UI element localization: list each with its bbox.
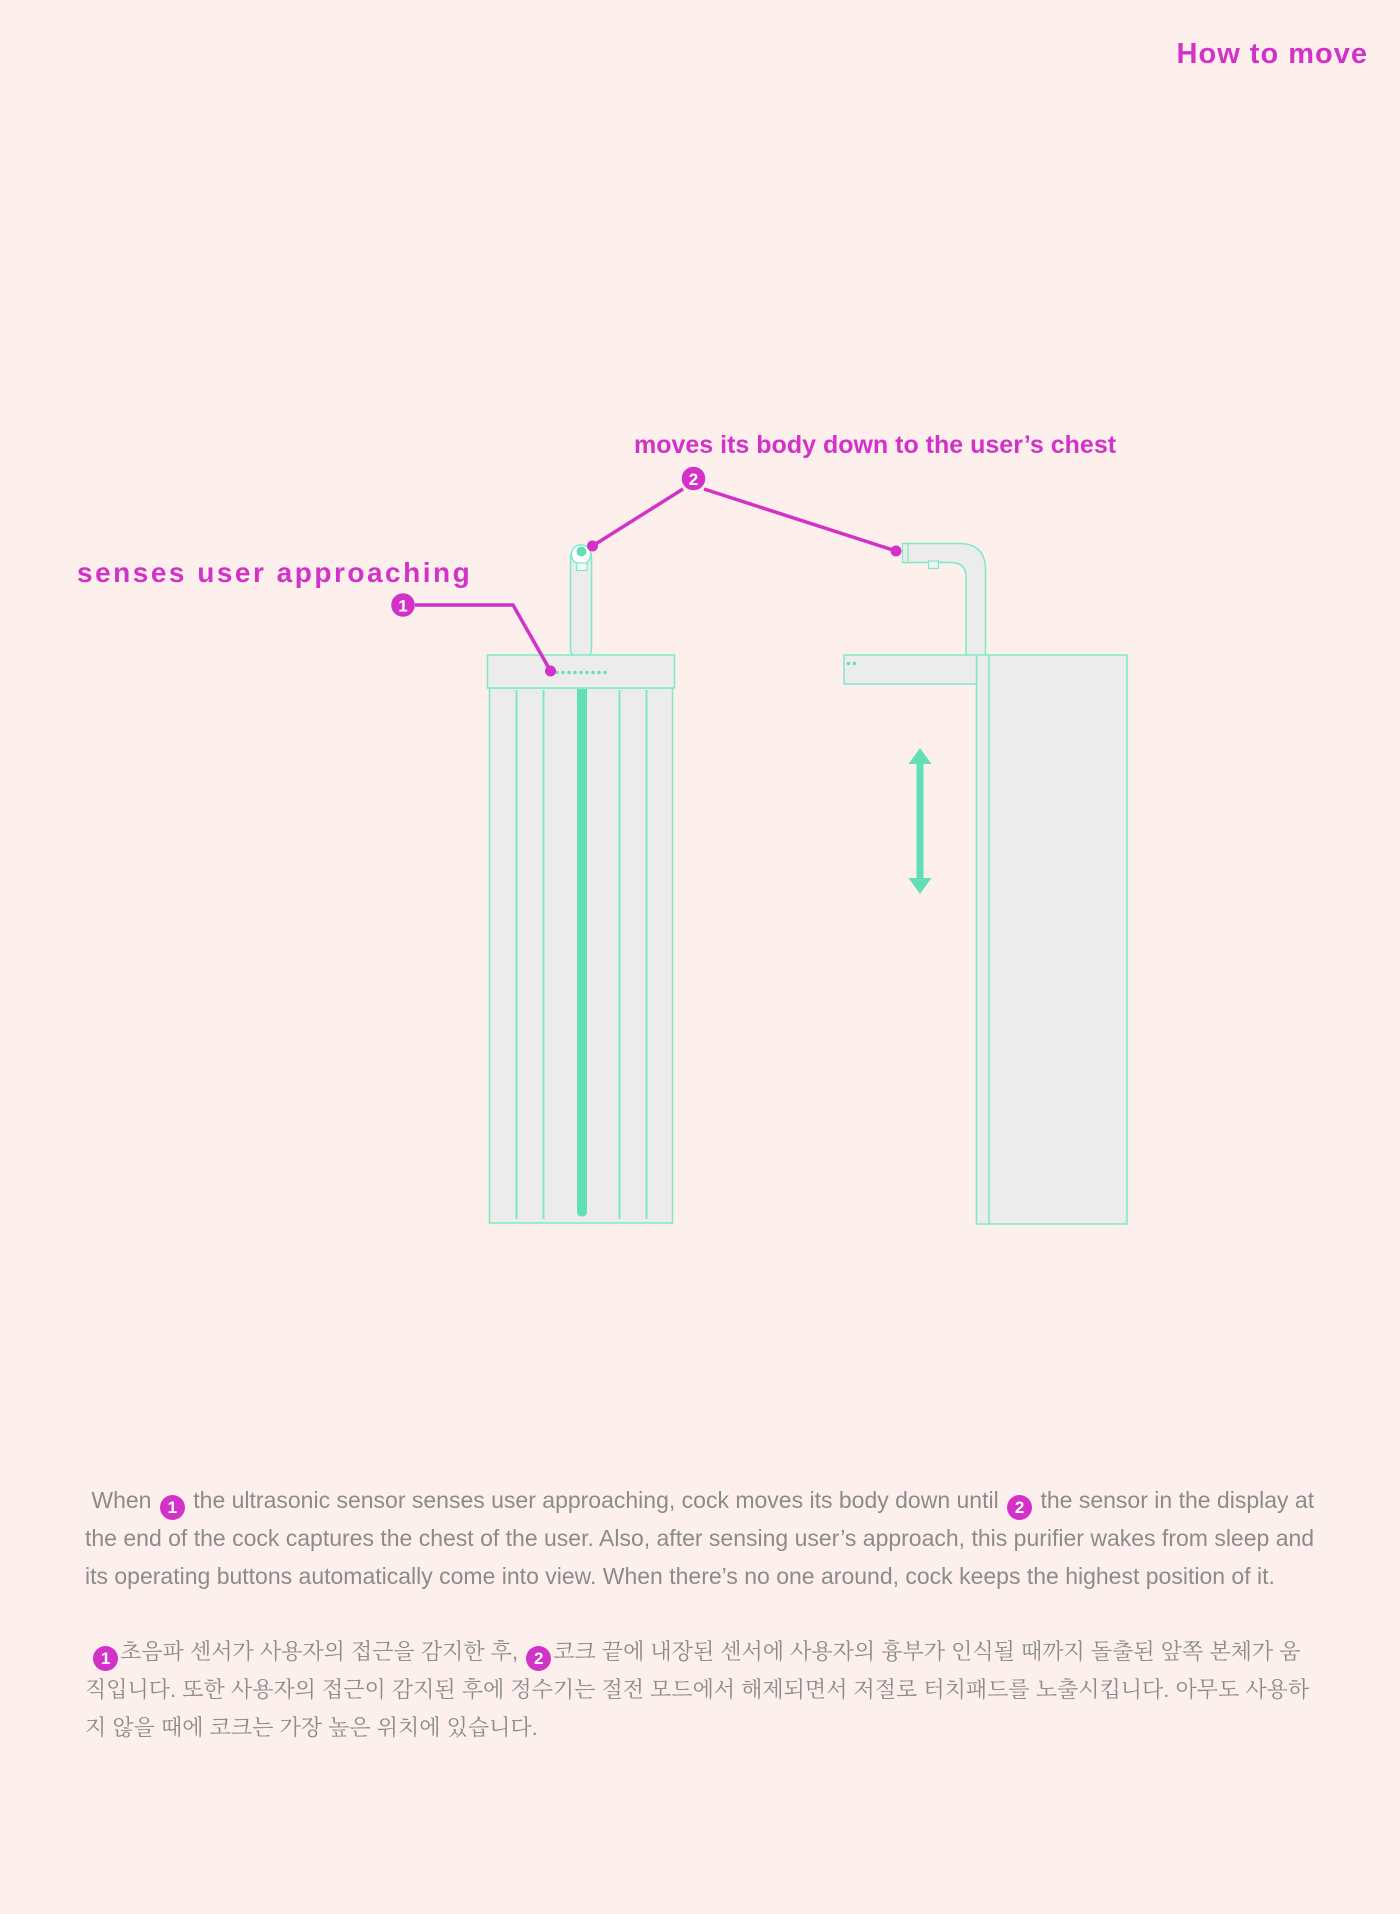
- side-top-bar: [844, 655, 977, 684]
- annotation-2-label: moves its body down to the user’s chest: [634, 431, 1117, 459]
- ko-lead: [85, 1639, 91, 1664]
- annotation-1-label: senses user approaching: [77, 557, 473, 588]
- inline-badge-1: 1: [160, 1495, 185, 1520]
- inline-badge-ko-1: 1: [93, 1646, 118, 1671]
- ko-seg1: 초음파 센서가 사용자의 접근을 감지한 후,: [120, 1639, 525, 1664]
- faucet: [903, 544, 986, 661]
- annotation-badge-2: [682, 467, 706, 491]
- sensor-dots: [555, 671, 606, 674]
- en-seg2: the ultrasonic sensor senses user approaching, cock moves its body down until: [186, 1487, 1006, 1513]
- faucet-end-cap: [903, 544, 909, 563]
- side-view: [844, 544, 1127, 1225]
- paragraph-english: [85, 1482, 1321, 1595]
- inline-badge-2: 2: [1007, 1495, 1032, 1520]
- annotation-badge-1-number: 1: [398, 596, 408, 616]
- description-block: [85, 1482, 1321, 1746]
- leader-line-2b: [704, 489, 896, 551]
- annotation-badge-2-number: 2: [688, 470, 699, 489]
- inline-badge-ko-2: 2: [526, 1646, 551, 1671]
- leader-line-2a: [594, 489, 683, 545]
- en-seg1: When: [85, 1487, 158, 1513]
- joint-inner-dot: [577, 547, 587, 557]
- annotation-badge-1: [391, 593, 415, 617]
- page-title: How to move: [1176, 38, 1368, 70]
- paragraph-korean: [85, 1633, 1317, 1746]
- joint-notch: [577, 563, 588, 571]
- side-body: [989, 655, 1127, 1224]
- en-seg3: the sensor in the display at the end of the cock captures the chest of the user. Also, after sensing user’s approach, this purifier wakes from sleep and its operating buttons automatically come into view. When there’s no one around, cock keeps the highest position of it.: [85, 1487, 1321, 1589]
- up-down-arrow-icon: [909, 748, 932, 894]
- dispense-stripe: [577, 689, 587, 1217]
- faucet-sensor: [929, 561, 939, 569]
- side-front-strip: [977, 655, 990, 1224]
- annotation-leaders: [415, 489, 896, 670]
- ko-seg2: 코크 끝에 내장된 센서에 사용자의 흉부가 인식될 때까지 돌출된 앞쪽 본체가 움직입니다. 또한 사용자의 접근이 감지된 후에 정수기는 절전 모드에서 해제되면서 저절로 터치패드를 노출시킵니다. 아무도 사용하지 않을 때에 코크는 가장 높은 위치에 있습니다.: [85, 1639, 1310, 1740]
- front-view: [488, 545, 675, 1223]
